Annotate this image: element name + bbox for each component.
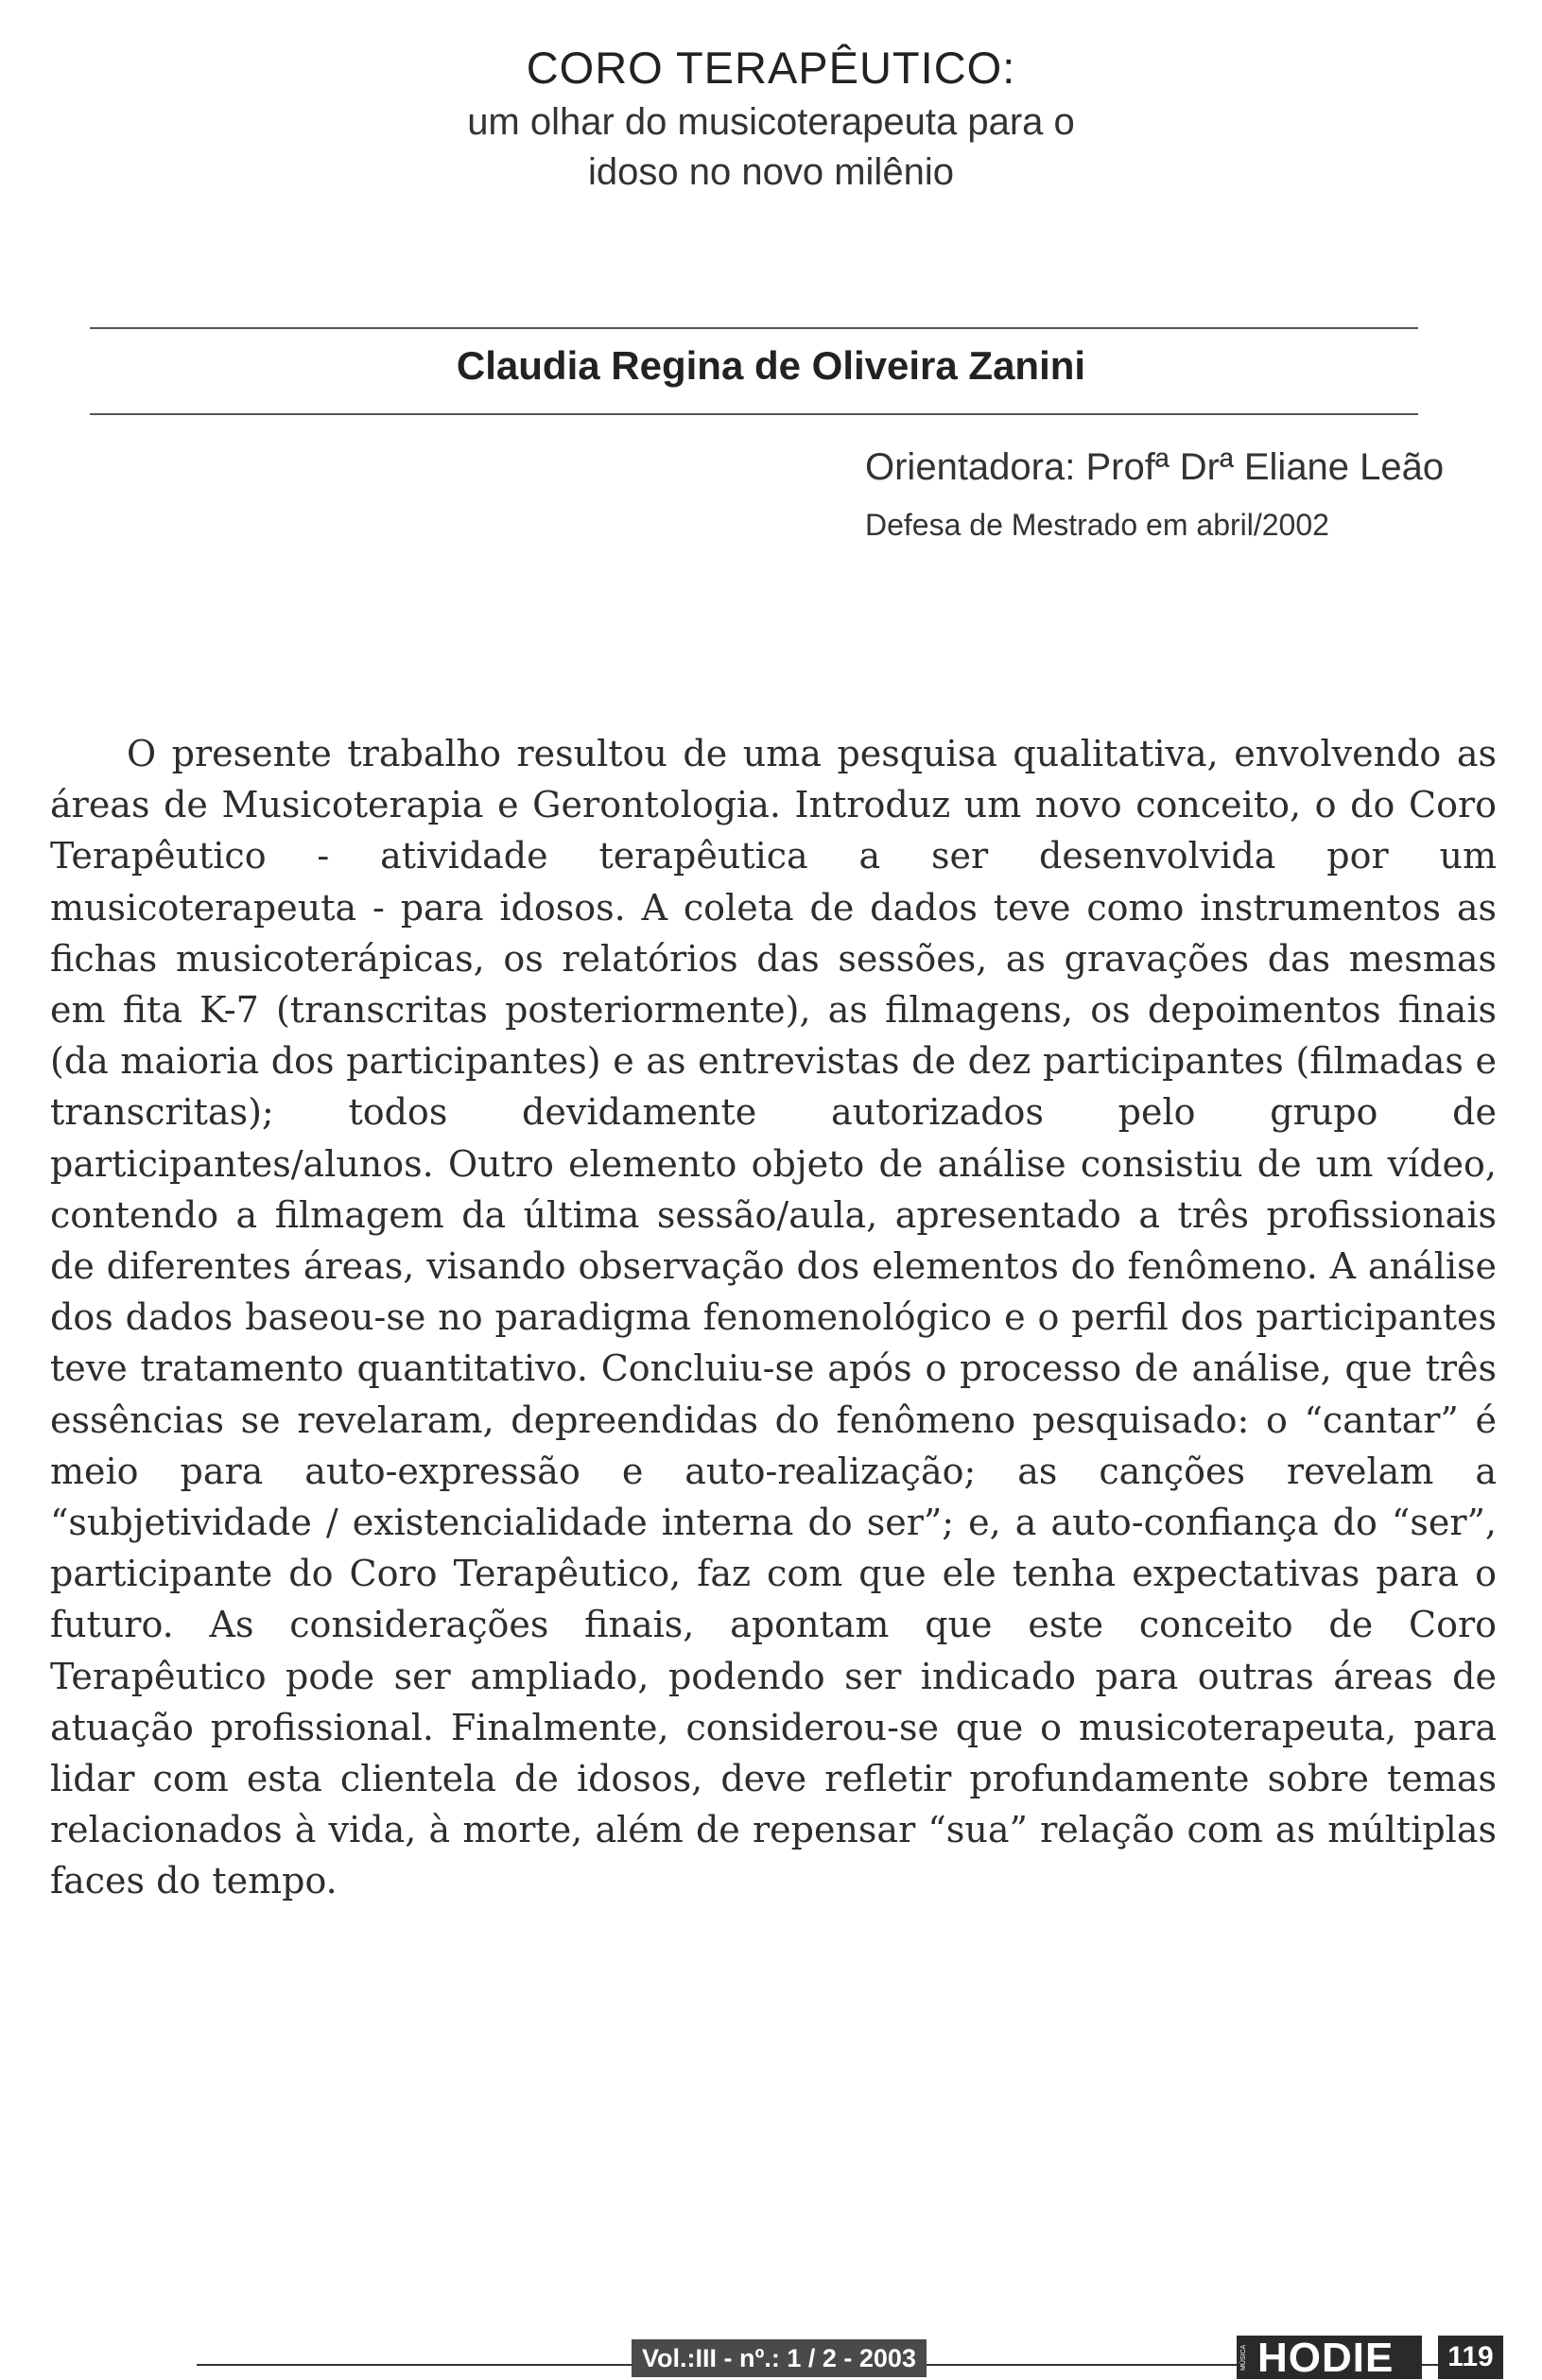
author-name: Claudia Regina de Oliveira Zanini: [456, 343, 1086, 388]
journal-logo-text: HODIE: [1257, 2336, 1395, 2379]
abstract-text: O presente trabalho resultou de uma pesquisa qualitativa, envolvendo as áreas de Musicoterapia e Gerontologia. Introduz um novo conceito, o do Coro Terapêutico - atividade terapêutica a ser desenvolvida por um musicoterapeuta - para idosos. A coleta de dados teve como instrumentos as fichas musicoterápicas, os relatórios das sessões, as gravações das mesmas em fita K-7 (transcritas posteriormente), as filmagens, os depoimentos finais (da maioria dos participantes) e as entrevistas de dez participantes (filmadas e transcritas); todos devidamente autorizados pelo grupo de participantes/alunos. Outro elemento objeto de análise consistiu de um vídeo, contendo a filmagem da última sessão/aula, apresentado a três profissionais de diferentes áreas, visando observação dos elementos do fenômeno. A análise dos dados baseou-se no paradigma fenomenológico e o perfil dos participantes teve tratamento quantitativo. Concluiu-se após o processo de análise, que três essências se revelaram, depreendidas do fenômeno pesquisado: o “cantar” é meio para auto-expressão e auto-realização; as canções revelam a “subjetividade / existencialidade interna do ser”; e, a auto-confiança do “ser”, participante do Coro Terapêutico, faz com que ele tenha expectativas para o futuro. As considerações finais, apontam que este conceito de Coro Terapêutico pode ser ampliado, podendo ser indicado para outras áreas de atuação profissional. Finalmente, considerou-se que o musicoterapeuta, para lidar com esta clientela de idosos, deve refletir profundamente sobre temas relacionados à vida, à morte, além de repensar “sua” relação com as múltiplas faces do tempo.: [50, 733, 1497, 1902]
journal-logo: [1237, 2336, 1422, 2379]
author-top-rule: [90, 327, 1418, 329]
article-subtitle-line2: idoso no novo milênio: [588, 151, 954, 193]
journal-logo-small-text: MÚSICA: [1240, 2344, 1247, 2371]
volume-badge: Vol.:III - nº.: 1 / 2 - 2003: [632, 2339, 927, 2377]
author-bottom-rule: [90, 413, 1418, 415]
article-title: CORO TERAPÊUTICO:: [526, 43, 1016, 93]
article-subtitle-line1: um olhar do musicoterapeuta para o: [467, 101, 1075, 143]
defense-date: Defesa de Mestrado em abril/2002: [865, 508, 1329, 542]
page-number: 119: [1438, 2336, 1503, 2379]
advisor-line: Orientadora: Profª Drª Eliane Leão: [865, 446, 1445, 488]
